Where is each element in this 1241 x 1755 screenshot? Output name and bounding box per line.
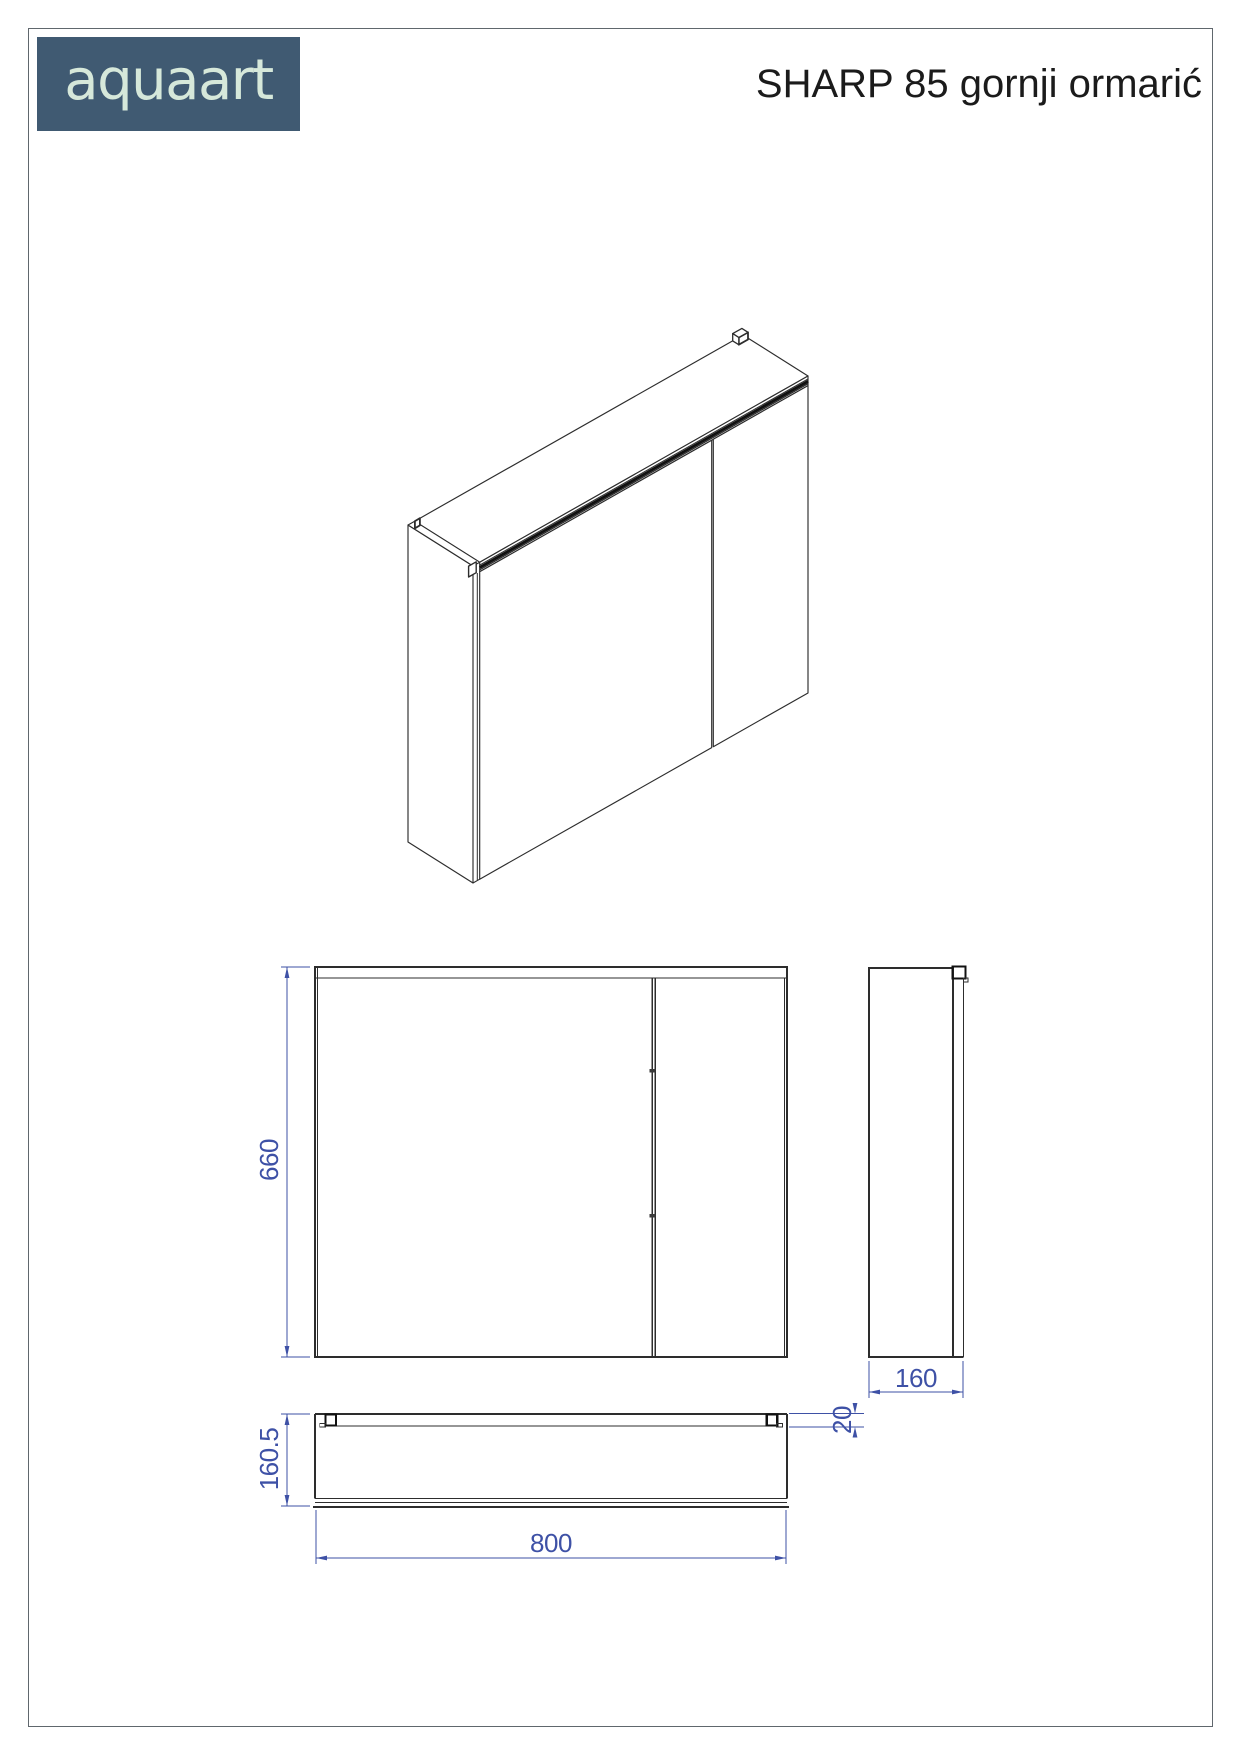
front-hinge-mark-bottom: [650, 1214, 656, 1218]
dim-width-800: [316, 1510, 786, 1564]
plan-left-bracket-tab: [326, 1415, 337, 1426]
front-body-outline: [315, 967, 787, 1357]
plan-view: [313, 1414, 789, 1507]
iso-bottom-connector: [473, 879, 480, 883]
front-view: [315, 967, 787, 1357]
dim-top-panel-label: 20: [827, 1406, 857, 1434]
dim-depth-160: [869, 1361, 963, 1398]
dim-overall-depth-label: 160.5: [254, 1427, 284, 1491]
side-bracket-tab: [953, 967, 966, 979]
dim-top-panel-20: [789, 1403, 864, 1438]
plan-right-bracket-tab: [767, 1415, 778, 1426]
arrow-left-icon: [316, 1556, 327, 1561]
dim-depth-label: 160: [895, 1363, 937, 1393]
dim-width-label: 800: [530, 1528, 572, 1558]
drawing-title: SHARP 85 gornji ormarić: [755, 62, 1202, 106]
iso-left-bracket-tab: [415, 518, 420, 528]
arrow-up-icon: [285, 967, 290, 978]
side-view: [869, 967, 968, 1358]
arrow-left-icon: [869, 1390, 880, 1395]
iso-left-side-panel: [408, 525, 473, 883]
dim-overall-depth-160-5: [254, 1414, 310, 1506]
dimensions: [254, 967, 963, 1564]
arrow-right-icon: [775, 1556, 786, 1561]
arrow-down-icon: [285, 1346, 290, 1357]
dim-height-label: 660: [254, 1139, 284, 1181]
arrow-up-icon: [285, 1414, 290, 1425]
isometric-view: [408, 328, 808, 883]
side-body-outline: [869, 968, 953, 1357]
dim-height-660: [254, 967, 310, 1357]
front-hinge-mark-top: [650, 1069, 656, 1073]
arrow-down-icon: [285, 1495, 290, 1506]
brand-logo-text: aquaart: [64, 48, 273, 113]
arrow-right-icon: [952, 1390, 963, 1395]
iso-right-door: [713, 386, 808, 747]
